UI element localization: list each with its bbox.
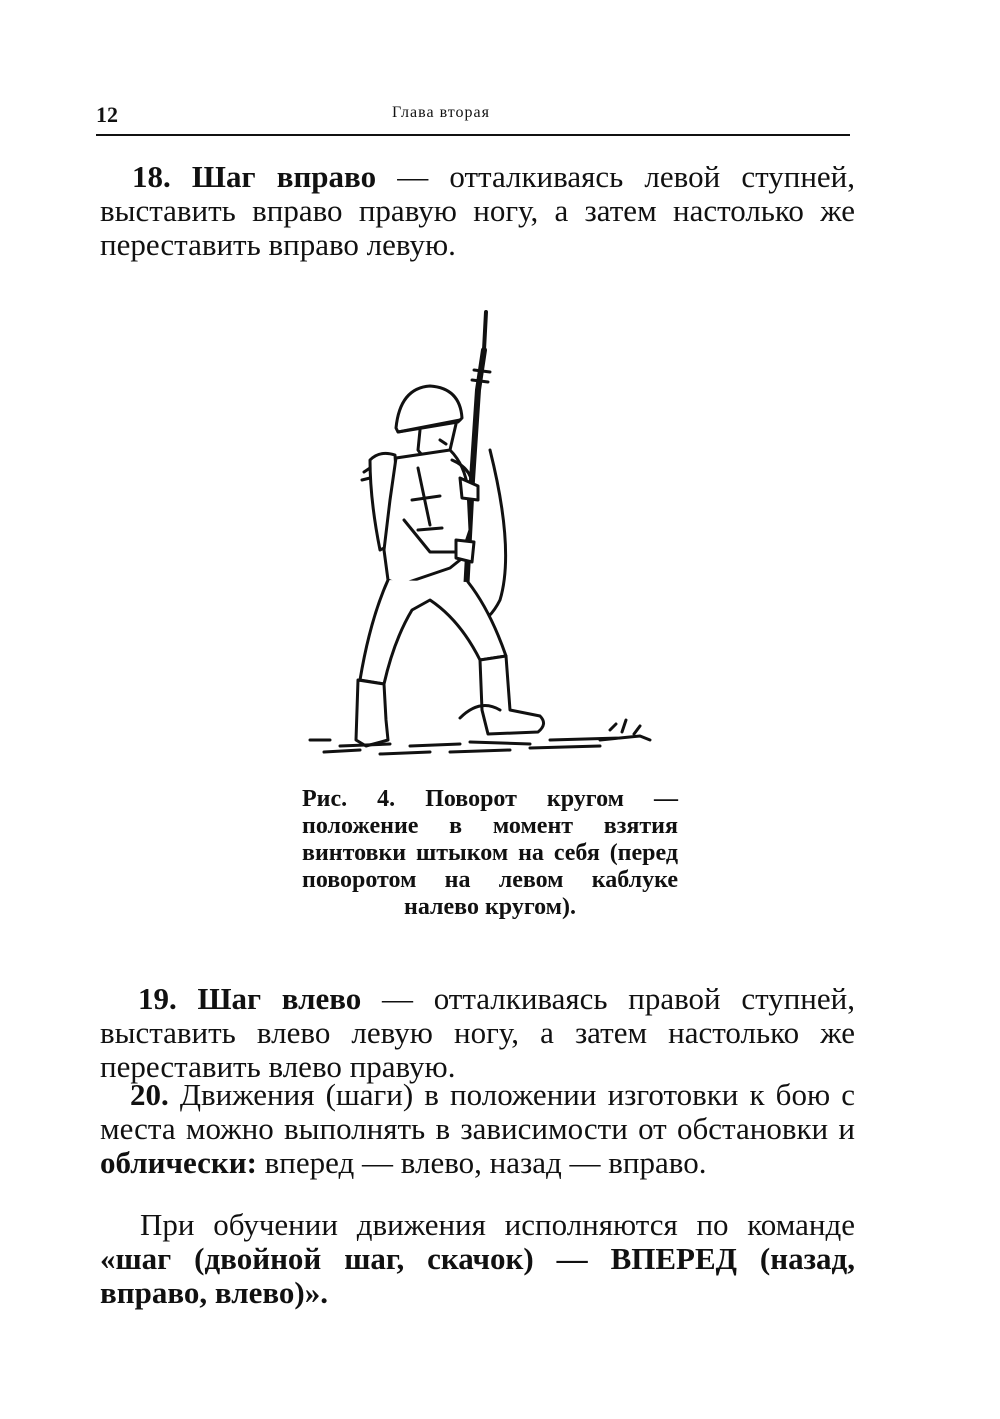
figure-caption	[302, 786, 678, 921]
paragraph-text-tail: вперед — влево, назад — вправо.	[256, 1145, 707, 1180]
paragraph-20	[100, 1078, 855, 1180]
soldier-figure	[300, 300, 680, 770]
figure-label: Рис. 4.	[302, 786, 396, 812]
paragraph-training	[100, 1208, 855, 1310]
command-text: «шаг (двойной шаг, скачок) — ВПЕРЕД (назад, вправо, влево)».	[100, 1241, 855, 1310]
running-title: Глава вторая	[392, 104, 490, 121]
paragraph-number: 18.	[132, 159, 171, 194]
paragraph-19	[100, 982, 855, 1084]
header-rule	[96, 134, 850, 136]
term-step-left: Шаг влево	[197, 981, 362, 1016]
paragraph-text: При обучении движения исполняются по команде	[140, 1207, 855, 1242]
paragraph-18	[100, 160, 855, 262]
soldier-with-rifle-illustration	[300, 300, 680, 770]
page-number: 12	[96, 102, 118, 127]
page-header	[96, 96, 850, 132]
paragraph-number: 19.	[138, 981, 177, 1016]
figure-caption-text: Поворот кругом — положение в момент взятия винтовки штыком на себя (перед поворотом на левом каблуке налево кругом).	[302, 786, 678, 920]
term-obliquely: облически:	[100, 1145, 257, 1180]
paragraph-number: 20.	[130, 1077, 169, 1112]
paragraph-text: — отталкиваясь левой ступней, выставить вправо правую ногу, а затем настолько же переставить вправо левую.	[100, 159, 856, 262]
paragraph-text: — отталкиваясь правой ступней, выставить влево левую ногу, а затем настолько же переставить влево правую.	[100, 981, 856, 1084]
paragraph-text: Движения (шаги) в положении изготовки к бою с места можно выполнять в зависимости от обстановки и	[100, 1077, 855, 1146]
term-step-right: Шаг вправо	[191, 159, 377, 194]
